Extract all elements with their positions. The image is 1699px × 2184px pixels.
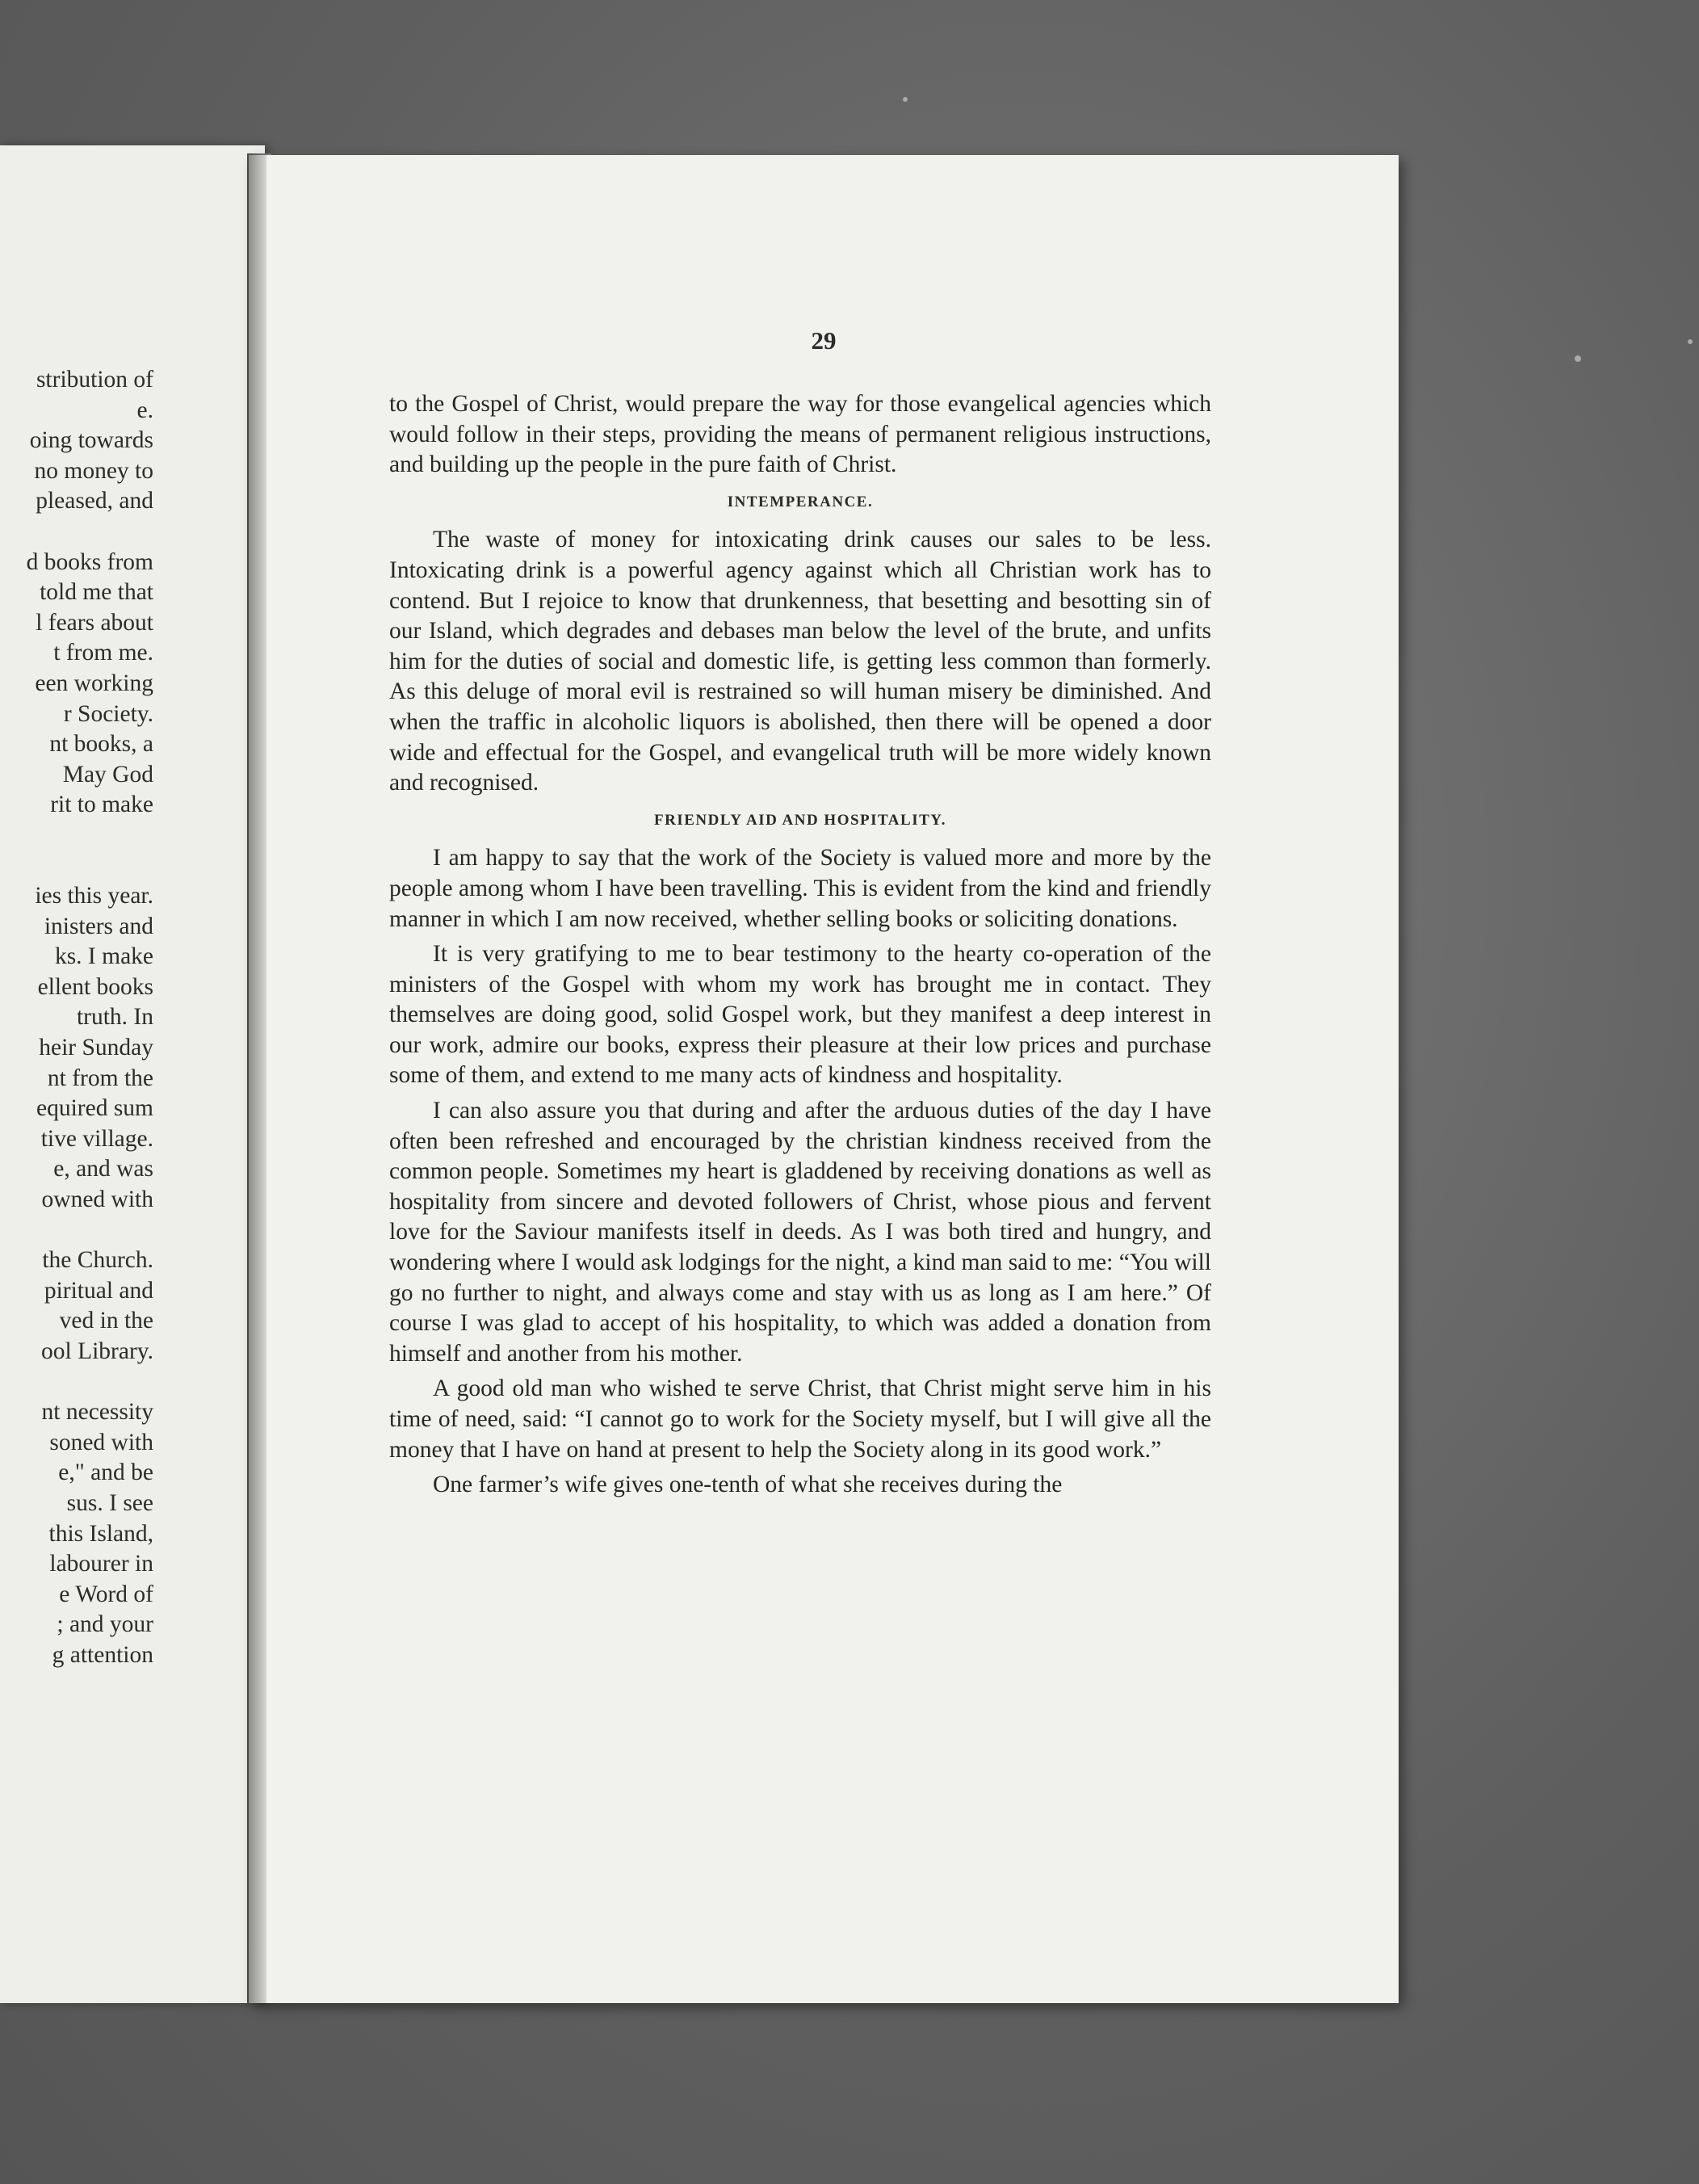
previous-page-line — [0, 821, 153, 851]
previous-page-line: sus. I see — [66, 1489, 153, 1516]
previous-page-line: stribution of — [36, 367, 153, 393]
previous-page-line: pleased, and — [36, 488, 153, 514]
previous-page-line: owned with — [41, 1186, 153, 1213]
previous-page-line: no money to — [34, 457, 153, 484]
previous-page-line: told me that — [40, 579, 153, 606]
previous-page-line: the Church. — [42, 1247, 153, 1274]
previous-page-line: soned with — [49, 1429, 153, 1455]
previous-page-line: nt from the — [47, 1065, 153, 1091]
previous-page — [0, 145, 265, 2003]
dust-speck — [903, 97, 908, 102]
previous-page-line: May God — [62, 761, 153, 788]
dust-speck — [1688, 339, 1693, 344]
previous-page-line: heir Sunday — [39, 1035, 153, 1061]
previous-page-line: ellent books — [37, 973, 153, 1000]
previous-page-line: ies this year. — [35, 883, 153, 909]
paragraph-friendly-aid-3: I can also assure you that during and after the arduous duties of the day I have often been refreshed and encouraged by the christian kindness received from the common people. Sometimes my heart is gladdened by receiving donations as well as hospitality from sincere and devoted followers of Christ, whose pious and fervent love for the Saviour manifests itself in deeds. As I was both tired and hungry, and wondering where I would ask lodgings for the night, a kind man said to me: “You will go no further to night, and always come and stay with us as long as I am here.” Of course I was glad to accept of his hospitality, to which was added a donation from himself and another from his mother. — [389, 1098, 1211, 1367]
previous-page-line: g attention — [52, 1641, 153, 1668]
previous-page-line: inisters and — [44, 913, 153, 939]
previous-page-line: e. — [136, 397, 153, 423]
paragraph-friendly-aid-5: One farmer’s wife gives one-tenth of what she receives during the — [433, 1472, 1063, 1498]
previous-page-line: oing towards — [29, 427, 153, 454]
previous-page-line: e Word of — [59, 1581, 153, 1607]
section-heading-intemperance: INTEMPERANCE. — [727, 493, 874, 510]
page-body — [389, 389, 1211, 1501]
previous-page-line: rit to make — [50, 792, 153, 818]
previous-page-line: labourer in — [49, 1551, 153, 1577]
previous-page-line: this Island, — [48, 1520, 153, 1547]
previous-page-line — [0, 851, 153, 882]
previous-page-line: ool Library. — [41, 1338, 153, 1364]
paragraph-friendly-aid-2: It is very gratifying to me to bear testimony to the hearty co-operation of the ministers of the Gospel with whom my work has brought me in contact. They themselves are doing good, solid Gospel work, but they manifest a deep interest in our work, admire our books, express their pleasure at their low prices and purchase some of them, and extend to me many acts of kindness and hospitality. — [389, 941, 1211, 1089]
previous-page-line: truth. In — [76, 1004, 153, 1031]
previous-page-line: d books from — [26, 548, 153, 575]
previous-page-line: ks. I make — [54, 943, 153, 970]
previous-page-line: tive village. — [40, 1125, 153, 1152]
previous-page-line: e, and was — [53, 1156, 153, 1182]
dust-speck — [1575, 355, 1581, 362]
previous-page-line: nt necessity — [41, 1399, 153, 1426]
previous-page-line: piritual and — [44, 1277, 153, 1304]
page-spine-shadow — [249, 155, 266, 2003]
previous-page-line: t from me. — [53, 640, 153, 666]
previous-page-line: equired sum — [36, 1095, 153, 1122]
paragraph-intemperance: The waste of money for intoxicating drink causes our sales to be less. Intoxicating drink is a powerful agency against which all Christian work has to contend. But I rejoice to know that drunkenness, that besetting and besotting sin of our Island, which degrades and debases man below the level of the brute, and unfits him for the duties of social and domestic life, is getting less common than formerly. As this deluge of moral evil is restrained so will human misery be diminished. And when the traffic in alcoholic liquors is abolished, then there will be opened a door wide and effectual for the Gospel, and evangelical truth will be more widely known and recognised. — [389, 527, 1211, 796]
paragraph-friendly-aid-4: A good old man who wished te serve Christ, that Christ might serve him in his time of need, said: “I cannot go to work for the Society myself, but I will give all the money that I have on hand at present to help the Society along in its good work.” — [389, 1376, 1211, 1463]
previous-page-line: nt books, a — [49, 731, 153, 758]
previous-page-line: ved in the — [59, 1308, 153, 1334]
previous-page-line — [0, 1367, 153, 1398]
current-page — [249, 155, 1399, 2003]
previous-page-line: een working — [35, 670, 153, 696]
previous-page-line: r Society. — [63, 700, 153, 727]
page-number: 29 — [811, 326, 837, 355]
previous-page-line: e," and be — [58, 1460, 153, 1486]
previous-page-line — [0, 1216, 153, 1246]
section-heading-friendly-aid: FRIENDLY AID AND HOSPITALITY. — [653, 811, 946, 829]
previous-page-text — [0, 365, 153, 1671]
previous-page-line: ; and your — [57, 1611, 153, 1638]
paragraph-friendly-aid-1: I am happy to say that the work of the Society is valued more and more by the people among whom I have been travelling. This is evident from the kind and friendly manner in which I am now received, whether selling books or soliciting donations. — [389, 845, 1211, 932]
opening-paragraph: to the Gospel of Christ, would prepare the way for those evangelical agencies which would follow in their steps, providing the means of permanent religious instructions, and building up the people in the pure faith of Christ. — [389, 391, 1211, 478]
previous-page-line: l fears about — [36, 609, 153, 636]
previous-page-line — [0, 517, 153, 548]
